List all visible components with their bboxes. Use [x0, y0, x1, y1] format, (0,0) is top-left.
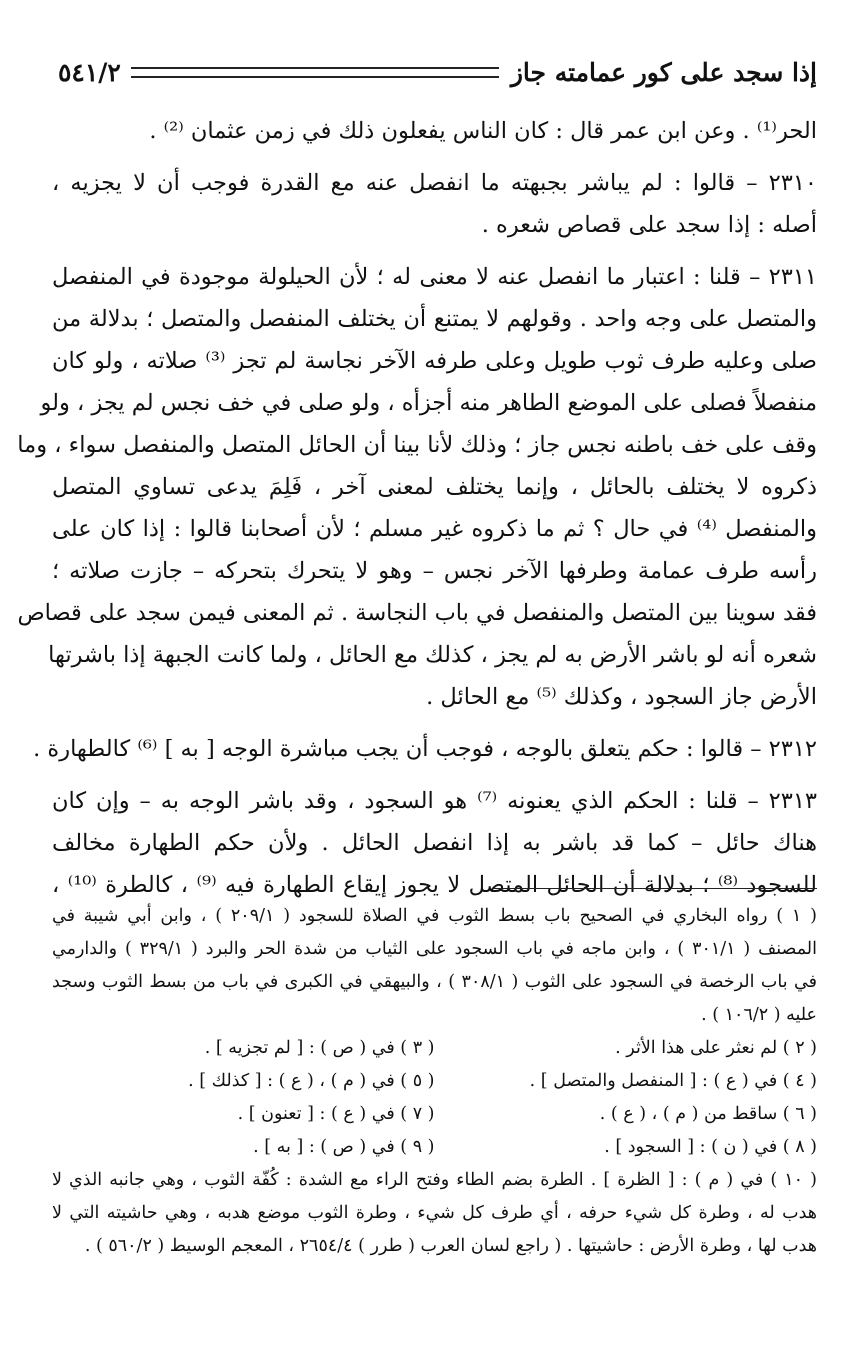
- footnote-line: المصنف ( ٣٠١/١ ) ، وابن ماجه في باب السجود على الثياب من شدة الحر والبرد ( ٣٢٩/١ ) والدارمي: [52, 939, 818, 959]
- footnotes: [52, 900, 817, 1263]
- footnote-line: هدب لها ، وطرة الأرض : حاشيتها . ( راجع لسان العرب ( طرر ) ٢٦٥٤/٤ ، المعجم الوسيط ( ٥٦٠/٢ ) .: [84, 1236, 817, 1256]
- text-line: فقد سوينا بين المتصل والمنفصل في باب النجاسة . ثم المعنى فيمن سجد على قصاص: [17, 600, 817, 626]
- text-line: ٢٣١١ – قلنا : اعتبار ما انفصل عنه لا معنى له ؛ لأن الحيلولة موجودة في المنفصل: [52, 264, 817, 290]
- footnote-separator: [492, 888, 817, 889]
- footnote-row: [52, 1131, 817, 1164]
- text-line: رأسه طرف عمامة وطرفها الآخر نجس – وهو لا يتحرك بتحركه – جازت صلاته ؛: [52, 558, 817, 584]
- header-double-rule: [131, 67, 499, 78]
- footnote-line: ( ١٠ ) في ( م ) : [ الظرة ] . الطرة بضم الطاء وفتح الراء مع الشدة : كُفّة الثوب ، وهي جانبه الذي لا: [52, 1170, 818, 1190]
- footnote-line: في باب الرخصة في السجود على الثوب ( ٣٠٨/١ ) ، والبيهقي في الكبرى في باب من بسط الثوب وسجد: [52, 972, 817, 992]
- text-line: الأرض جاز السجود ، وكذلك ⁽⁵⁾ مع الحائل .: [426, 684, 817, 710]
- footnote-row: [52, 1098, 817, 1131]
- header-title: إذا سجد على كور عمامته جاز: [510, 57, 817, 87]
- text-line: والمنفصل ⁽⁴⁾ في حال ؟ ثم ما ذكروه غير مسلم ؛ لأن أصحابنا قالوا : إذا كان على: [52, 516, 818, 542]
- footnote: ( ٧ ) في ( ع ) : [ تعنون ] .: [237, 1104, 435, 1124]
- text-line: أصله : إذا سجد على قصاص شعره .: [481, 212, 817, 238]
- text-line: الحر⁽¹⁾ . وعن ابن عمر قال : كان الناس يفعلون ذلك في زمن عثمان ⁽²⁾ .: [149, 118, 817, 144]
- footnote-line: هدب له ، وطرة كل شيء حرفه ، أي طرف كل شيء ، وطرة الثوب موضع هدبه ، وهي حاشيته التي لا: [52, 1203, 817, 1223]
- footnote: ( ٥ ) في ( م ) ، ( ع ) : [ كذلك ] .: [188, 1071, 435, 1091]
- text-line: شعره أنه لو باشر الأرض به لم يجز ، كذلك مع الحائل ، ولما كانت الجبهة إذا باشرتها: [48, 642, 817, 668]
- text-line: هناك حائل – كما قد باشر به إذا انفصل الحائل . ولأن حكم الطهارة مخالف: [52, 830, 817, 856]
- footnote-row: [52, 1065, 817, 1098]
- footnote: ( ٦ ) ساقط من ( م ) ، ( ع ) .: [599, 1104, 817, 1124]
- text-line: ٢٣١٢ – قالوا : حكم يتعلق بالوجه ، فوجب أن يجب مباشرة الوجه [ به ] ⁽⁶⁾ كالطهارة .: [33, 736, 817, 762]
- text-line: والمتصل على وجه واحد . وقولهم لا يمتنع أن يختلف المنفصل والمتصل ؛ بدلالة من: [52, 306, 817, 332]
- text-line: للسجود ⁽⁸⁾ ؛ بدلالة أن الحائل المتصل لا يجوز إيقاع الطهارة فيه ⁽⁹⁾ ، كالطرة ⁽¹⁰⁾ ،: [52, 872, 817, 898]
- text-line: منفصلاً فصلى على الموضع الطاهر منه أجزأه ، ولو صلى في خف نجس لم يجز ، ولو: [40, 390, 817, 416]
- footnote-row: [52, 1032, 817, 1065]
- main-text: [17, 110, 818, 906]
- page-number: ٥٤١/٢: [58, 57, 121, 87]
- text-line: ٢٣١٣ – قلنا : الحكم الذي يعنونه ⁽⁷⁾ هو السجود ، وقد باشر الوجه به – وإن كان: [52, 788, 818, 814]
- text-line: ذكروه لا يختلف بالحائل ، وإنما يختلف لمعنى آخر ، فَلِمَ يدعى تساوي المتصل: [52, 474, 817, 500]
- running-header: [58, 50, 817, 94]
- footnote: ( ٤ ) في ( ع ) : [ المنفصل والمتصل ] .: [529, 1071, 817, 1091]
- footnote-line: عليه ( ١٠٦/٢ ) .: [701, 1005, 817, 1025]
- footnote: ( ٢ ) لم نعثر على هذا الأثر .: [615, 1038, 817, 1058]
- footnote: ( ٨ ) في ( ن ) : [ السجود ] .: [604, 1137, 817, 1157]
- footnote: ( ٣ ) في ( ص ) : [ لم تجزيه ] .: [204, 1038, 435, 1058]
- footnote-line: ( ١ ) رواه البخاري في الصحيح باب بسط الثوب في الصلاة للسجود ( ٢٠٩/١ ) ، وابن أبي شيبة في: [52, 906, 817, 926]
- footnote: ( ٩ ) في ( ص ) : [ به ] .: [253, 1137, 435, 1157]
- text-line: صلى وعليه طرف ثوب طويل وعلى طرفه الآخر نجاسة لم تجز ⁽³⁾ صلاته ، ولو كان: [52, 348, 817, 374]
- text-line: ٢٣١٠ – قالوا : لم يباشر بجبهته ما انفصل عنه مع القدرة فوجب أن لا يجزيه ،: [52, 170, 817, 196]
- text-line: وقف على خف باطنه نجس جاز ؛ وذلك لأنا بينا أن الحائل المتصل والمنفصل سواء ، وما: [17, 432, 817, 458]
